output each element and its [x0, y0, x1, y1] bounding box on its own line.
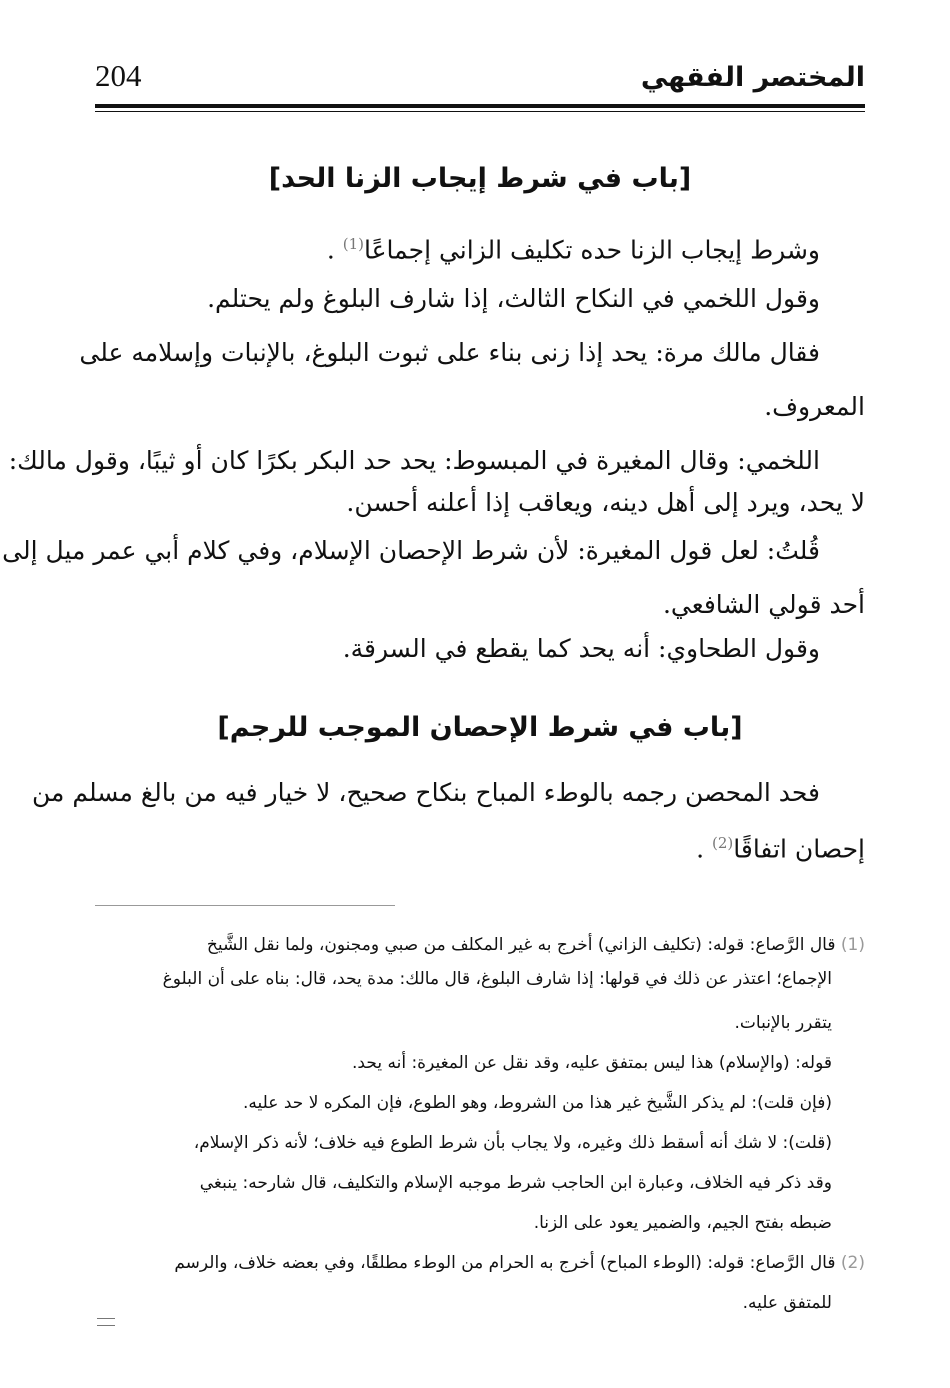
footnote-line: (1) قال الرَّصاع: قوله: (تكليف الزاني) أخرج به غير المكلف من صبي ومجنون، ولما نقل الشَّيخ [206, 935, 865, 955]
page-end-mark [97, 1318, 115, 1326]
footnote-ref-2[interactable]: (2) [711, 834, 734, 852]
footnote-number-2: (2) [840, 1253, 865, 1273]
footnote-line: (فإن قلت): لم يذكر الشَّيخ غير هذا من الشروط، وهو الطوع، فإن المكره لا حد عليه. [243, 1093, 832, 1113]
paragraph-line: إحصان اتفاقًا$^{(2)}$ . [696, 834, 865, 864]
paragraph-line: وقول الطحاوي: أنه يحد كما يقطع في السرقة. [342, 634, 820, 663]
paragraph-line: اللخمي: وقال المغيرة في المبسوط: يحد حد البكر بكرًا كان أو ثيبًا، وقول مالك: [8, 446, 820, 475]
footnote-line: (قلت): لا شك أنه أسقط ذلك وغيره، ولا يجاب بأن شرط الطوع فيه خلاف؛ لأنه ذكر الإسلام، [193, 1133, 832, 1153]
paragraph-line: فقال مالك مرة: يحد إذا زنى بناء على ثبوت البلوغ، بالإنبات وإسلامه على [79, 338, 820, 367]
paragraph-line: فحد المحصن رجمه بالوطء المباح بنكاح صحيح، لا خيار فيه من بالغ مسلم من [31, 778, 820, 807]
page-number: 204 [95, 58, 142, 93]
footnote-line: الإجماع؛ اعتذر عن ذلك في قولها: إذا شارف البلوغ، قال مالك: مدة يحد، قال: بناه على أن البلوغ [162, 969, 832, 989]
footnote-line: قوله: (والإسلام) هذا ليس بمتفق عليه، وقد نقل عن المغيرة: أنه يحد. [352, 1053, 832, 1073]
paragraph-line: وقول اللخمي في النكاح الثالث، إذا شارف البلوغ ولم يحتلم. [207, 284, 820, 313]
footnote-number-1: (1) [840, 935, 865, 955]
footnote-ref-1[interactable]: (1) [342, 235, 365, 253]
footnote-line: ضبطه بفتح الجيم، والضمير يعود على الزنا. [533, 1213, 832, 1233]
running-header [95, 58, 865, 98]
header-rule-thick [95, 104, 865, 108]
footnote-line: وقد ذكر فيه الخلاف، وعبارة ابن الحاجب شرط موجبه الإسلام والتكليف، قال شارحه: ينبغي [199, 1173, 832, 1193]
footnote-line: للمتفق عليه. [742, 1293, 832, 1313]
footnote-line: (2) قال الرَّصاع: قوله: (الوطء المباح) أخرج به الحرام من الوطء مطلقًا، وفي بعضه خلاف، والرسم [174, 1253, 865, 1273]
footnote-line: يتقرر بالإنبات. [734, 1013, 832, 1033]
chapter-title-2: [باب في شرط الإحصان الموجب للرجم] [217, 712, 743, 743]
paragraph-line: وشرط إيجاب الزنا حده تكليف الزاني إجماعًا$^{(1)}$ . [326, 235, 820, 265]
paragraph-line: المعروف. [764, 392, 865, 421]
paragraph-line: لا يحد، ويرد إلى أهل دينه، ويعاقب إذا أعلنه أحسن. [346, 488, 865, 517]
footnote-separator [95, 905, 395, 906]
book-title: المختصر الفقهي [640, 62, 865, 93]
header-rule-thin [95, 111, 865, 112]
paragraph-line: أحد قولي الشافعي. [662, 590, 865, 619]
paragraph-line: قُلتُ: لعل قول المغيرة: لأن شرط الإحصان الإسلام، وفي كلام أبي عمر ميل إلى [2, 536, 820, 565]
chapter-title-1: [باب في شرط إيجاب الزنا الحد] [268, 163, 692, 194]
